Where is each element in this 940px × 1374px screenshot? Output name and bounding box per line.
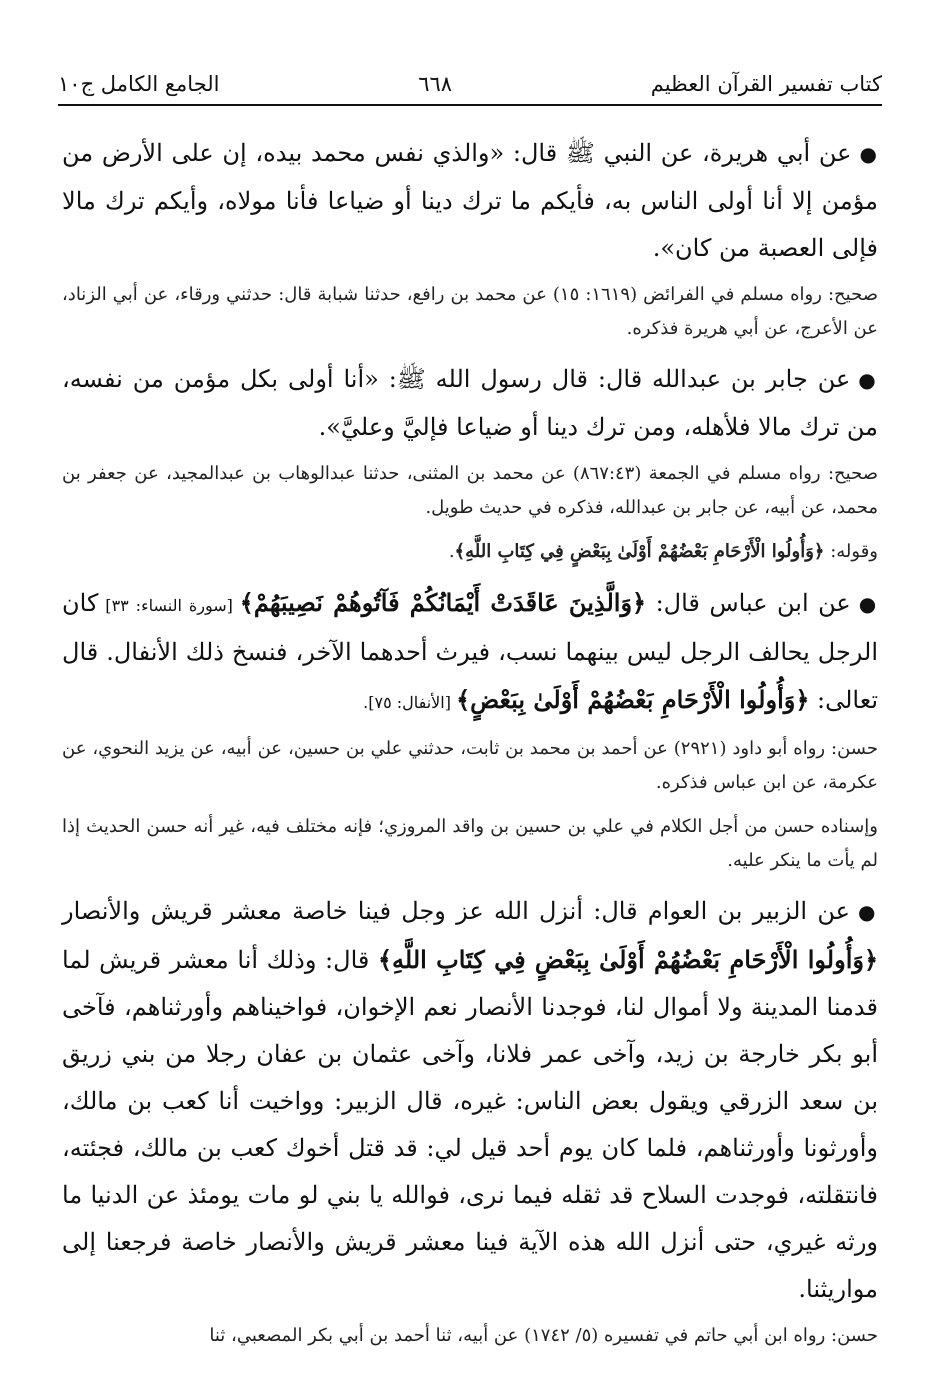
takhrij-text: حسن: رواه ابن أبي حاتم في تفسيره (٥/ ١٧٤٢) عن أبيه، ثنا أحمد بن أبي بكر المصعبي، ثنا bbox=[209, 1325, 878, 1346]
hadith-text: عن الزبير بن العوام قال: أنزل الله عز وجل فينا خاصة معشر قريش والأنصار bbox=[62, 897, 850, 925]
takhrij-text: صحيح: رواه مسلم في الفرائض (١٦١٩: ١٥) عن محمد بن رافع، حدثنا شبابة قال: حدثني ورقاء، عن أبي الزناد، عن الأعرج، عن أبي هريرة فذكره. bbox=[62, 284, 878, 339]
book-title: كتاب تفسير القرآن العظيم bbox=[650, 72, 882, 96]
page-number: ٦٦٨ bbox=[418, 72, 453, 96]
bullet-icon: ● bbox=[858, 592, 879, 616]
quran-verse: ﴿وَأُولُوا الْأَرْحَامِ بَعْضُهُمْ أَوْلَىٰ بِبَعْضٍ فِي كِتَابِ اللَّهِ﴾ bbox=[377, 945, 879, 974]
hadith-text-continued: كان الرجل يحالف الرجل ليس بينهما نسب، فيرث أحدهما الآخر، فنسخ ذلك الأنفال. قال تعالى: bbox=[62, 589, 878, 714]
takhrij-note bbox=[62, 732, 878, 800]
verse-intro bbox=[62, 535, 878, 569]
bullet-icon: ● bbox=[859, 142, 878, 166]
bullet-icon: ● bbox=[858, 368, 879, 392]
hadith-text: عن جابر بن عبدالله قال: قال رسول الله ﷺ: «أنا أولى بكل مؤمن من نفسه، من ترك مالا فلأهله، ومن ترك دينا أو ضياعا فإليَّ وعليَّ». bbox=[62, 365, 878, 441]
takhrij-note bbox=[62, 810, 878, 878]
hadith-abu-hurayra bbox=[62, 130, 878, 272]
hadith-text: عن أبي هريرة، عن النبي ﷺ قال: «والذي نفس محمد بيده، إن على الأرض من مؤمن إلا أنا أولى الناس به، فأيكم ما ترك دينا أو ضياعا فأنا مولاه، وأيكم ترك مالا فإلى العصبة من كان». bbox=[62, 139, 878, 262]
page-header bbox=[58, 62, 882, 106]
quran-verse: ﴿وَأُولُوا الْأَرْحَامِ بَعْضُهُمْ أَوْلَىٰ بِبَعْضٍ﴾ bbox=[456, 685, 810, 714]
quran-verse: ﴿وَالَّذِينَ عَاقَدَتْ أَيْمَانُكُمْ فَآتُوهُمْ نَصِيبَهُمْ﴾ bbox=[239, 588, 647, 617]
hadith-zubayr bbox=[62, 888, 878, 1313]
page-body bbox=[62, 130, 878, 1363]
surah-reference: [سورة النساء: ٣٣] bbox=[98, 596, 240, 615]
intro-end: . bbox=[448, 541, 455, 562]
volume-label: الجامع الكامل ج١٠ bbox=[58, 72, 220, 96]
takhrij-text: وإسناده حسن من أجل الكلام في علي بن حسين بن واقد المروزي؛ فإنه مختلف فيه، غير أنه حسن الحديث إذا لم يأت ما ينكر عليه. bbox=[62, 816, 878, 871]
hadith-jabir bbox=[62, 356, 878, 451]
header-divider bbox=[58, 104, 882, 106]
takhrij-text: صحيح: رواه مسلم في الجمعة (٨٦٧:٤٣) عن محمد بن المثنى، حدثنا عبدالوهاب بن عبدالمجيد، عن جعفر بن محمد، عن أبيه، عن جابر بن عبدالله، فذكره في حديث طويل. bbox=[62, 463, 878, 518]
surah-reference: [الأنفال: ٧٥]. bbox=[363, 693, 457, 712]
quran-verse: ﴿وَأُولُوا الْأَرْحَامِ بَعْضُهُمْ أَوْلَىٰ بِبَعْضٍ فِي كِتَابِ اللَّهِ﴾ bbox=[454, 541, 825, 562]
intro-text: وقوله: bbox=[824, 541, 878, 562]
takhrij-note bbox=[62, 457, 878, 525]
hadith-ibn-abbas bbox=[62, 579, 878, 726]
takhrij-note bbox=[62, 278, 878, 346]
hadith-text: عن ابن عباس قال: bbox=[646, 589, 851, 617]
bullet-icon: ● bbox=[857, 900, 879, 924]
takhrij-note bbox=[62, 1319, 878, 1353]
takhrij-text: حسن: رواه أبو داود (٢٩٢١) عن أحمد بن محمد بن ثابت، حدثني علي بن حسين، عن أبيه، عن يزيد النحوي، عن عكرمة، عن ابن عباس فذكره. bbox=[62, 738, 878, 793]
hadith-text-continued: قال: وذلك أنا معشر قريش لما قدمنا المدينة ولا أموال لنا، فوجدنا الأنصار نعم الإخوان، فواخيناهم وأورثناهم، فآخى أبو بكر خارجة بن زيد، وآخى عمر فلانا، وآخى عثمان بن عفان رجلا من بني زريق بن سعد الزرقي ويقول بعض الناس: غيره، قال الزبير: وواخيت أنا كعب بن مالك، وأورثونا وأورثناهم، فلما كان يوم أحد قيل لي: قد قتل أخوك كعب بن مالك، فجئته، فانتقلته، فوجدت السلاح قد ثقله فيما نرى، فوالله يا بني لو مات يومئذ عن الدنيا ما ورثه غيري، حتى أنزل الله هذه الآية فينا معشر قريش والأنصار خاصة فرجعنا إلى مواريثنا. bbox=[62, 946, 878, 1303]
